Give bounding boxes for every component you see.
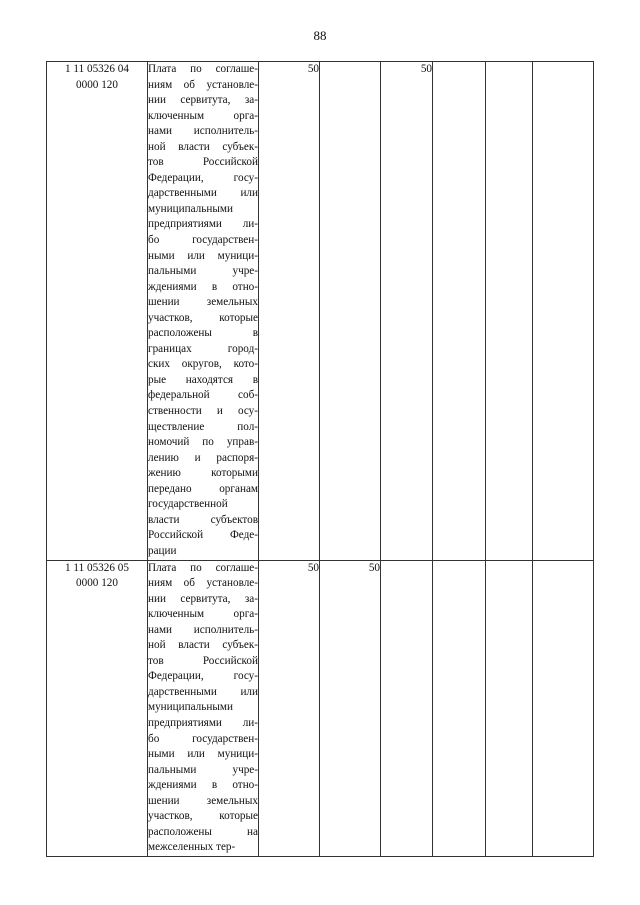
description-line: ключенным орга-: [148, 608, 258, 621]
revenue-code-line: 1 11 05326 04: [65, 63, 129, 75]
description-line: ществление пол-: [148, 420, 258, 433]
revenue-code-cell: [47, 560, 148, 856]
description-line: шении земельных: [148, 296, 258, 309]
description-line: предприятиями ли-: [148, 218, 258, 231]
description-cell: [148, 62, 259, 561]
description-line: участков, которые: [148, 810, 258, 823]
description-line: Российской Феде-: [148, 529, 258, 542]
description-line: федеральной соб-: [148, 389, 258, 402]
amount-cell: [533, 62, 594, 561]
description-line: ждениями в отно-: [148, 779, 258, 792]
description-line: муниципальными: [148, 202, 233, 215]
description-line: власти субъектов: [148, 513, 258, 526]
description-line: бо государствен-: [148, 234, 258, 247]
revenue-code-line: 0000 120: [76, 577, 118, 590]
amount-cell: [533, 560, 594, 856]
table-row: [47, 560, 594, 856]
description-line: тов Российской: [148, 654, 258, 667]
description-line: рации: [148, 544, 177, 557]
description-line: нии сервитута, за-: [148, 94, 258, 107]
description-line: границах город-: [148, 342, 258, 355]
amount-cell: [320, 62, 381, 561]
amount-cell: 50: [259, 560, 320, 856]
revenue-code-line: 1 11 05326 05: [65, 561, 129, 574]
table-row: [47, 62, 594, 561]
amount-cell: 50: [381, 62, 433, 561]
revenue-code-cell: [47, 62, 148, 561]
description-line: участков, которые: [148, 311, 258, 324]
description-line: ными или муници-: [148, 249, 258, 262]
description-line: жению которыми: [148, 467, 258, 480]
description-line: Федерации, госу-: [148, 171, 258, 184]
description-line: Плата по соглаше-: [148, 63, 258, 75]
revenue-code-line: 0000 120: [76, 78, 118, 91]
description-line: ной власти субъек-: [148, 140, 258, 153]
description-line: ждениями в отно-: [148, 280, 258, 293]
description-cell: [148, 560, 259, 856]
description-line: дарственными или: [148, 187, 258, 200]
description-line: ной власти субъек-: [148, 639, 258, 652]
description-line: нами исполнитель-: [148, 623, 258, 636]
page-number: 88: [313, 28, 327, 43]
description-line: тов Российской: [148, 156, 258, 169]
description-line: передано органам: [148, 482, 258, 495]
budget-table: [46, 61, 594, 857]
amount-cell: [486, 62, 533, 561]
description-line: нии сервитута, за-: [148, 592, 258, 605]
amount-cell: 50: [259, 62, 320, 561]
description-line: шении земельных: [148, 794, 258, 807]
description-line: бо государствен-: [148, 732, 258, 745]
description-line: Плата по соглаше-: [148, 561, 258, 574]
description-line: пальными учре-: [148, 265, 258, 278]
description-line: рые находятся в: [148, 373, 258, 386]
description-line: предприятиями ли-: [148, 716, 258, 729]
description-line: муниципальными: [148, 701, 233, 714]
description-line: межселенных тер-: [148, 841, 236, 854]
description-line: ниям об установле-: [148, 78, 258, 91]
description-line: номочий по управ-: [148, 436, 258, 449]
description-line: пальными учре-: [148, 763, 258, 776]
description-line: ских округов, кото-: [148, 358, 258, 371]
description-line: расположены на: [148, 825, 258, 838]
description-line: лению и распоря-: [148, 451, 258, 464]
amount-cell: [381, 560, 433, 856]
description-line: ниям об установле-: [148, 577, 258, 590]
description-line: ключенным орга-: [148, 109, 258, 122]
description-line: ственности и осу-: [148, 405, 258, 418]
amount-cell: [486, 560, 533, 856]
amount-cell: 50: [320, 560, 381, 856]
description-line: Федерации, госу-: [148, 670, 258, 683]
description-line: расположены в: [148, 327, 258, 340]
description-line: нами исполнитель-: [148, 125, 258, 138]
description-line: ными или муници-: [148, 748, 258, 761]
table-body: [47, 62, 594, 857]
description-line: государственной: [148, 498, 228, 511]
amount-cell: [433, 560, 486, 856]
description-line: дарственными или: [148, 685, 258, 698]
amount-cell: [433, 62, 486, 561]
